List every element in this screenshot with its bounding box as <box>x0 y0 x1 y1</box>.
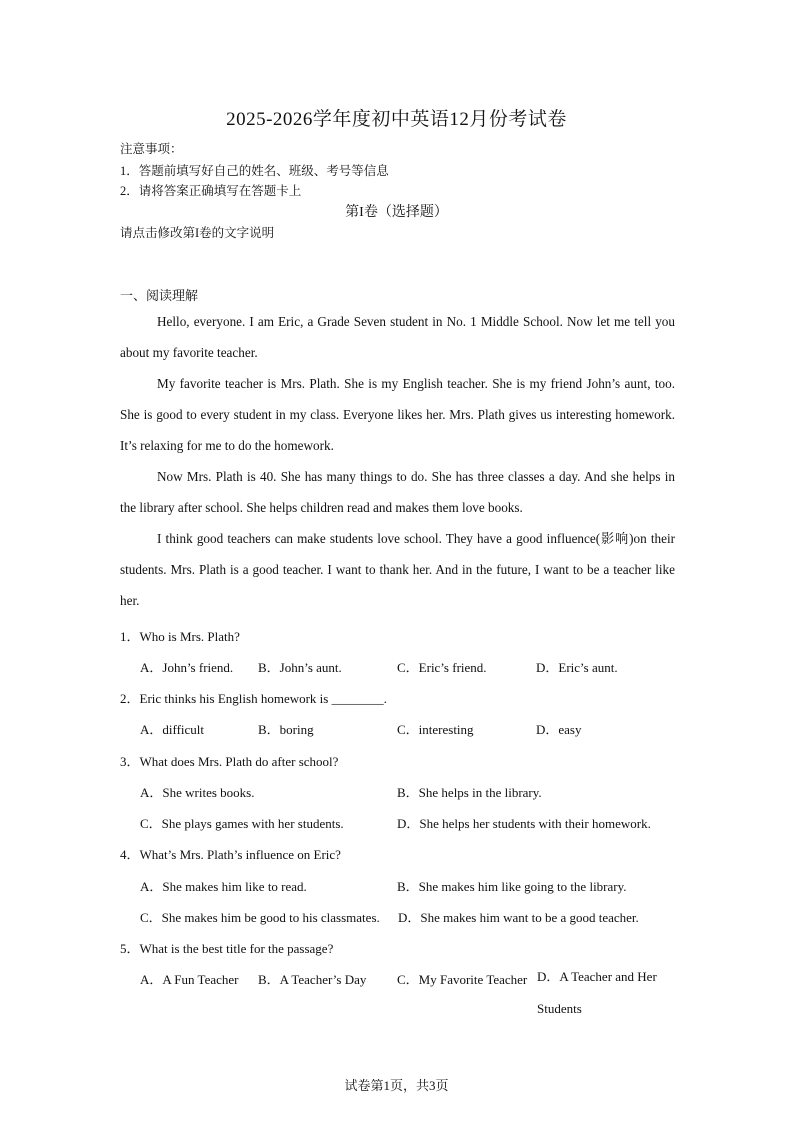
question-1: 1．Who is Mrs. Plath? <box>120 629 240 644</box>
q1-option-c[interactable]: C．Eric’s friend. <box>397 660 487 675</box>
volume-title: 第I卷（选择题） <box>345 205 448 220</box>
q1-option-b[interactable]: B．John’s aunt. <box>258 660 342 675</box>
q4-option-d[interactable]: D．She makes him want to be a good teacher. <box>398 910 639 925</box>
q1-option-d[interactable]: D．Eric’s aunt. <box>536 660 618 675</box>
question-2: 2．Eric thinks his English homework is ________. <box>120 691 387 706</box>
q1-option-a[interactable]: A．John’s friend. <box>140 660 234 675</box>
q3-option-c[interactable]: C．She plays games with her students. <box>140 816 344 831</box>
q5-option-b[interactable]: B．A Teacher’s Day <box>258 972 367 987</box>
reading-passage <box>120 306 675 616</box>
q5-option-a[interactable]: A．A Fun Teacher <box>140 972 239 987</box>
note-item-2: 2．请将答案正确填写在答题卡上 <box>120 184 302 198</box>
q3-option-b[interactable]: B．She helps in the library. <box>397 785 542 800</box>
passage-paragraph: I think good teachers can make students love school. They have a good influence(影响)on their students. Mrs. Plath is a good teacher. I want to thank her. And in the future, I want to be a teacher like her. <box>120 531 675 608</box>
q4-option-a[interactable]: A．She makes him like to read. <box>140 879 307 894</box>
q2-option-b[interactable]: B．boring <box>258 722 314 737</box>
exam-title: 2025-2026学年度初中英语12月份考试卷 <box>226 109 567 130</box>
passage-paragraph: My favorite teacher is Mrs. Plath. She is my English teacher. She is my friend John’s aunt, too. She is good to every student in my class. Everyone likes her. Mrs. Plath gives us interesting homework. It’s relaxing for me to do the homework. <box>120 376 675 453</box>
q2-option-c[interactable]: C．interesting <box>397 722 474 737</box>
q5-option-d-wrap <box>537 961 677 1025</box>
q4-option-c[interactable]: C．She makes him be good to his classmates. <box>140 910 380 925</box>
passage-paragraph: Now Mrs. Plath is 40. She has many things to do. She has three classes a day. And she helps in the library after school. She helps children read and makes them love books. <box>120 469 675 515</box>
question-5: 5．What is the best title for the passage? <box>120 941 334 956</box>
section-heading: 一、阅读理解 <box>120 288 199 303</box>
q5-option-c[interactable]: C．My Favorite Teacher <box>397 972 528 987</box>
question-3: 3．What does Mrs. Plath do after school? <box>120 754 339 769</box>
volume-note: 请点击修改第I卷的文字说明 <box>120 226 275 240</box>
q4-option-b[interactable]: B．She makes him like going to the library. <box>397 879 627 894</box>
q3-option-a[interactable]: A．She writes books. <box>140 785 255 800</box>
q2-option-d[interactable]: D．easy <box>536 722 582 737</box>
page-footer: 试卷第1页，共3页 <box>344 1078 449 1093</box>
q3-option-d[interactable]: D．She helps her students with their homework. <box>397 816 651 831</box>
question-4: 4．What’s Mrs. Plath’s influence on Eric? <box>120 847 341 862</box>
notes-heading: 注意事项： <box>120 142 183 156</box>
q2-option-a[interactable]: A．difficult <box>140 722 205 737</box>
note-item-1: 1．答题前填写好自己的姓名、班级、考号等信息 <box>120 164 389 178</box>
passage-paragraph: Hello, everyone. I am Eric, a Grade Seven student in No. 1 Middle School. Now let me tell you about my favorite teacher. <box>120 314 675 360</box>
q5-option-d[interactable]: D．A Teacher and Her Students <box>537 969 657 1016</box>
